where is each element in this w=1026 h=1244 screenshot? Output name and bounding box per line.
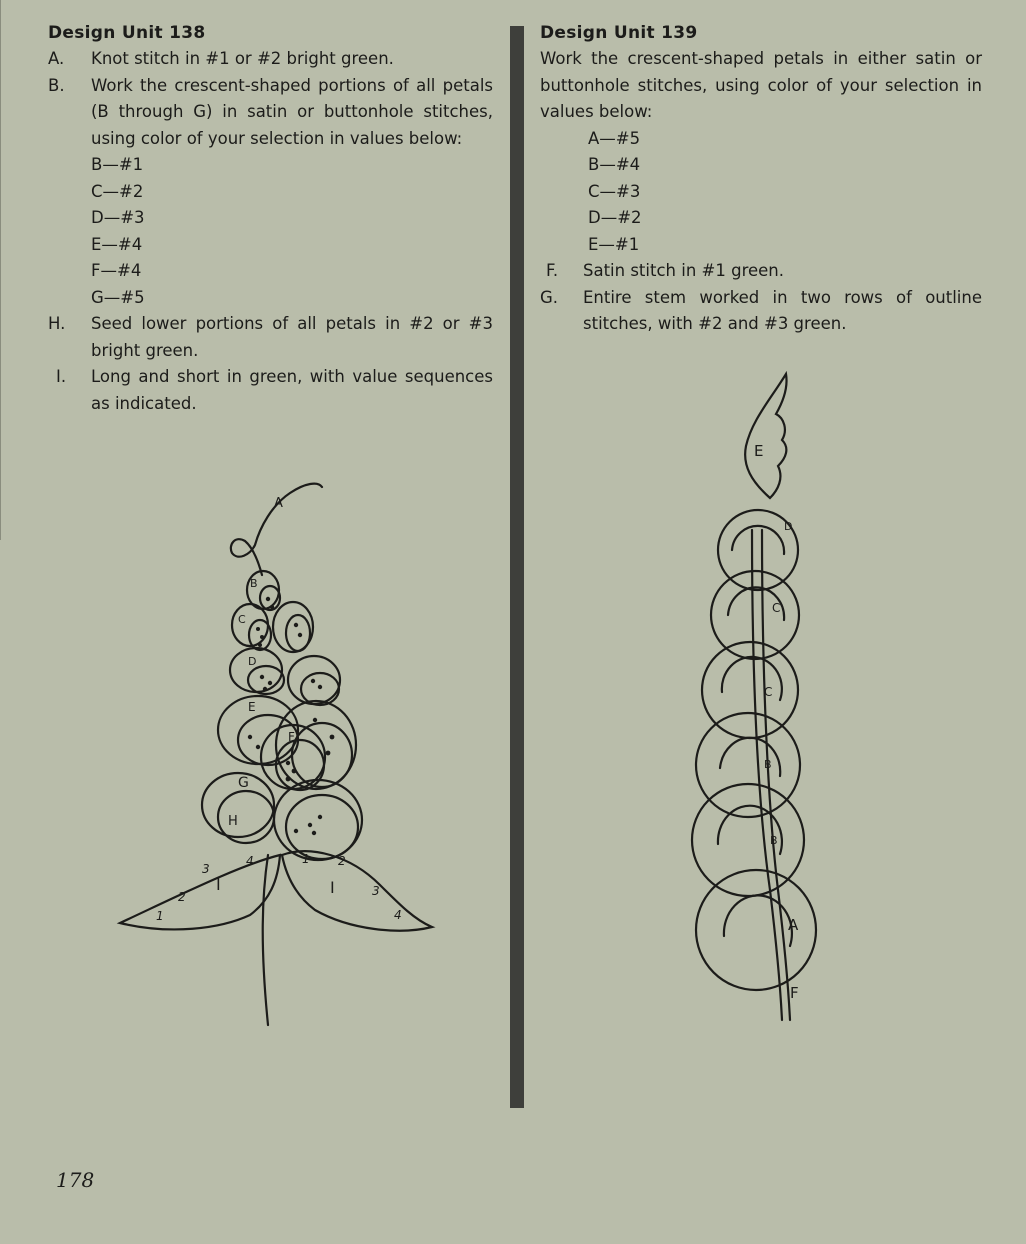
instruction-h	[48, 311, 493, 364]
label-c-upper: C	[772, 601, 781, 615]
design-139-illustration	[660, 370, 830, 1040]
label-b-upper: B	[764, 758, 772, 771]
instruction-f	[540, 258, 982, 285]
value-list-138	[48, 152, 493, 311]
label-b-lower: B	[770, 834, 778, 847]
leaf-left-number: 1	[156, 909, 164, 923]
value-item: F—#4	[91, 261, 142, 280]
leaf-right-number: 2	[338, 854, 346, 868]
label-g: G	[238, 775, 249, 791]
value-item: D—#3	[91, 208, 145, 227]
label-i-right: I	[330, 878, 335, 897]
label-h: H	[228, 814, 238, 829]
value-item: B—#4	[588, 155, 641, 174]
value-item: C—#3	[588, 181, 641, 201]
design-unit-138-text	[48, 20, 493, 417]
value-item: A—#5	[588, 128, 641, 148]
design-unit-139-text	[540, 20, 982, 338]
marker-g: G.	[540, 287, 559, 307]
label-a: A	[274, 496, 283, 511]
marker-b: B.	[48, 75, 65, 95]
instruction-a-text: Knot stitch in #1 or #2 bright green.	[91, 49, 394, 68]
unit-139-title: Design Unit 139	[540, 23, 698, 43]
marker-a: A.	[48, 49, 65, 68]
label-f: F	[790, 984, 799, 1002]
value-item: G—#5	[91, 287, 145, 307]
instruction-g	[540, 285, 982, 338]
unit-139-intro: Work the crescent-shaped petals in either satin or buttonhole stitches, using color of your selection in values below:	[540, 49, 982, 121]
value-item: C—#2	[91, 181, 144, 201]
page-number: 178	[56, 1168, 95, 1192]
column-divider	[510, 26, 524, 1108]
leaf-right-number: 1	[302, 852, 310, 866]
instruction-i-text: Long and short in green, with value sequences as indicated.	[91, 367, 493, 413]
label-f: F	[288, 730, 295, 744]
leaf-left-number: 4	[246, 854, 254, 868]
label-e: E	[248, 700, 256, 714]
label-a: A	[788, 916, 799, 934]
value-item: E—#1	[588, 234, 640, 254]
marker-i: I.	[56, 367, 67, 386]
instruction-b-text: Work the crescent-shaped portions of all petals (B through G) in satin or buttonhole stitches, using color of your selection in values below:	[91, 75, 493, 148]
label-i-left: I	[216, 875, 221, 894]
label-d: D	[784, 520, 793, 533]
label-b: B	[250, 577, 258, 590]
value-item: B—#1	[91, 155, 144, 174]
design-138-illustration	[110, 465, 450, 1035]
instruction-b	[48, 73, 493, 153]
value-item: E—#4	[91, 234, 143, 254]
instruction-a	[48, 46, 493, 73]
leaf-left-number: 3	[202, 862, 210, 876]
marker-h: H.	[48, 314, 66, 333]
label-d: D	[248, 655, 257, 668]
leaf-left-number: 2	[178, 890, 186, 904]
instruction-f-text: Satin stitch in #1 green.	[583, 261, 784, 280]
instruction-h-text: Seed lower portions of all petals in #2 or #3 bright green.	[91, 314, 493, 360]
leaf-right-number: 4	[394, 908, 402, 922]
marker-f: F.	[546, 261, 559, 280]
label-c: C	[238, 613, 246, 626]
leaf-right-number: 3	[372, 884, 380, 898]
page-edge-line	[0, 0, 1, 540]
value-list-139	[540, 126, 982, 259]
label-e: E	[754, 442, 764, 460]
instruction-g-text: Entire stem worked in two rows of outline stitches, with #2 and #3 green.	[583, 287, 982, 333]
label-c-lower: C	[764, 685, 773, 699]
instruction-i	[48, 364, 493, 417]
unit-138-title: Design Unit 138	[48, 23, 206, 43]
value-item: D—#2	[588, 208, 642, 227]
